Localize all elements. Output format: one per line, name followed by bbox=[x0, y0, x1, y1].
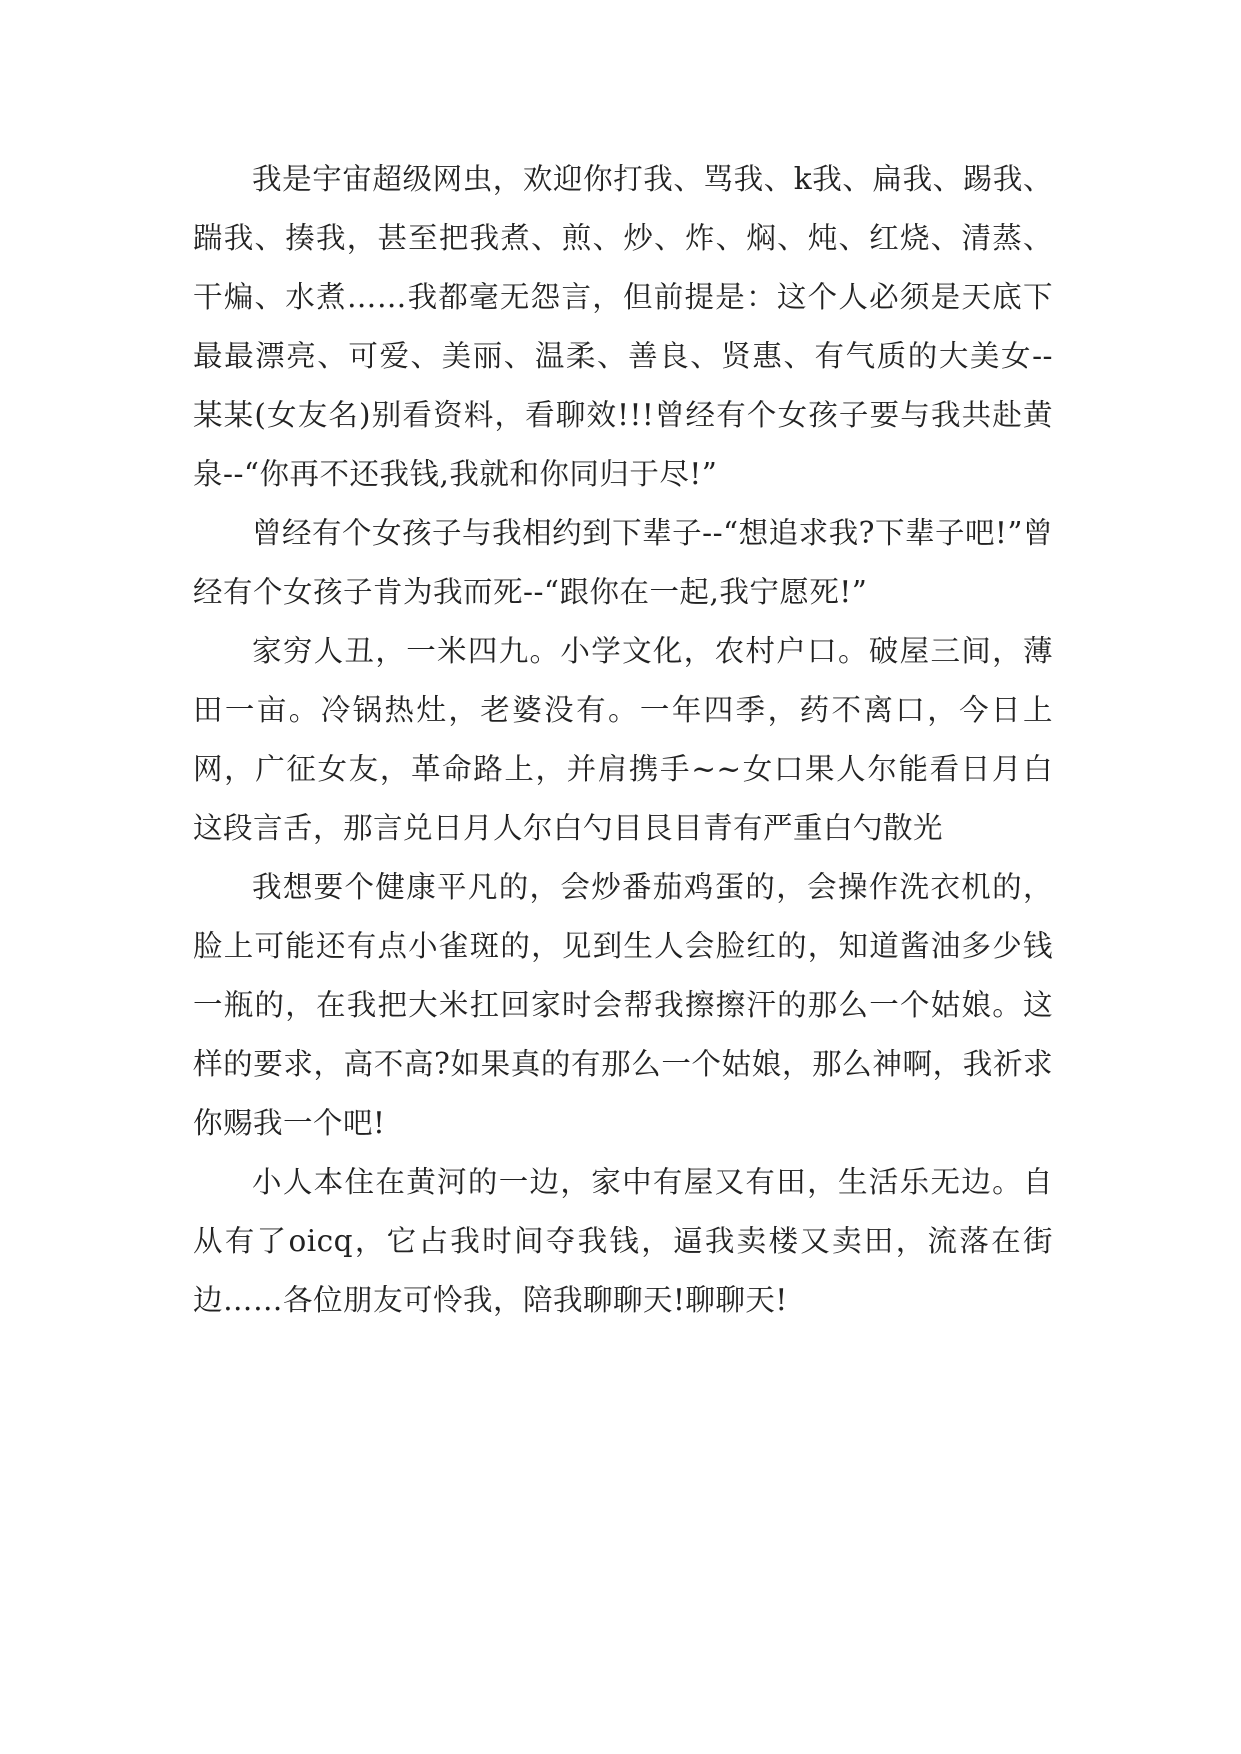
paragraph-2: 曾经有个女孩子与我相约到下辈子--“想追求我?下辈子吧!”曾经有个女孩子肯为我而死--“跟你在一起,我宁愿死!” bbox=[193, 516, 1053, 609]
paragraph-1: 我是宇宙超级网虫，欢迎你打我、骂我、k我、扁我、踢我、踹我、揍我，甚至把我煮、煎、炒、炸、焖、炖、红烧、清蒸、干煸、水煮……我都毫无怨言，但前提是：这个人必须是天底下最最漂亮、可爱、美丽、温柔、善良、贤惠、有气质的大美女--某某(女友名)别看资料，看聊效!!!曾经有个女孩子要与我共赴黄泉--“你再不还我钱,我就和你同归于尽!” bbox=[193, 162, 1053, 491]
paragraph-5: 小人本住在黄河的一边，家中有屋又有田，生活乐无边。自从有了oicq，它占我时间夺我钱，逼我卖楼又卖田，流落在街边……各位朋友可怜我，陪我聊聊天!聊聊天! bbox=[193, 1165, 1053, 1317]
paragraph-3: 家穷人丑，一米四九。小学文化，农村户口。破屋三间，薄田一亩。冷锅热灶，老婆没有。一年四季，药不离口，今日上网，广征女友，革命路上，并肩携手~~女口果人尔能看日月白这段言舌，那言兑日月人尔白勺目艮目青有严重白勺散光 bbox=[193, 634, 1053, 845]
document-body bbox=[193, 150, 1053, 1330]
paragraph-4: 我想要个健康平凡的，会炒番茄鸡蛋的，会操作洗衣机的，脸上可能还有点小雀斑的，见到生人会脸红的，知道酱油多少钱一瓶的，在我把大米扛回家时会帮我擦擦汗的那么一个姑娘。这样的要求，高不高?如果真的有那么一个姑娘，那么神啊，我祈求你赐我一个吧! bbox=[193, 870, 1053, 1140]
